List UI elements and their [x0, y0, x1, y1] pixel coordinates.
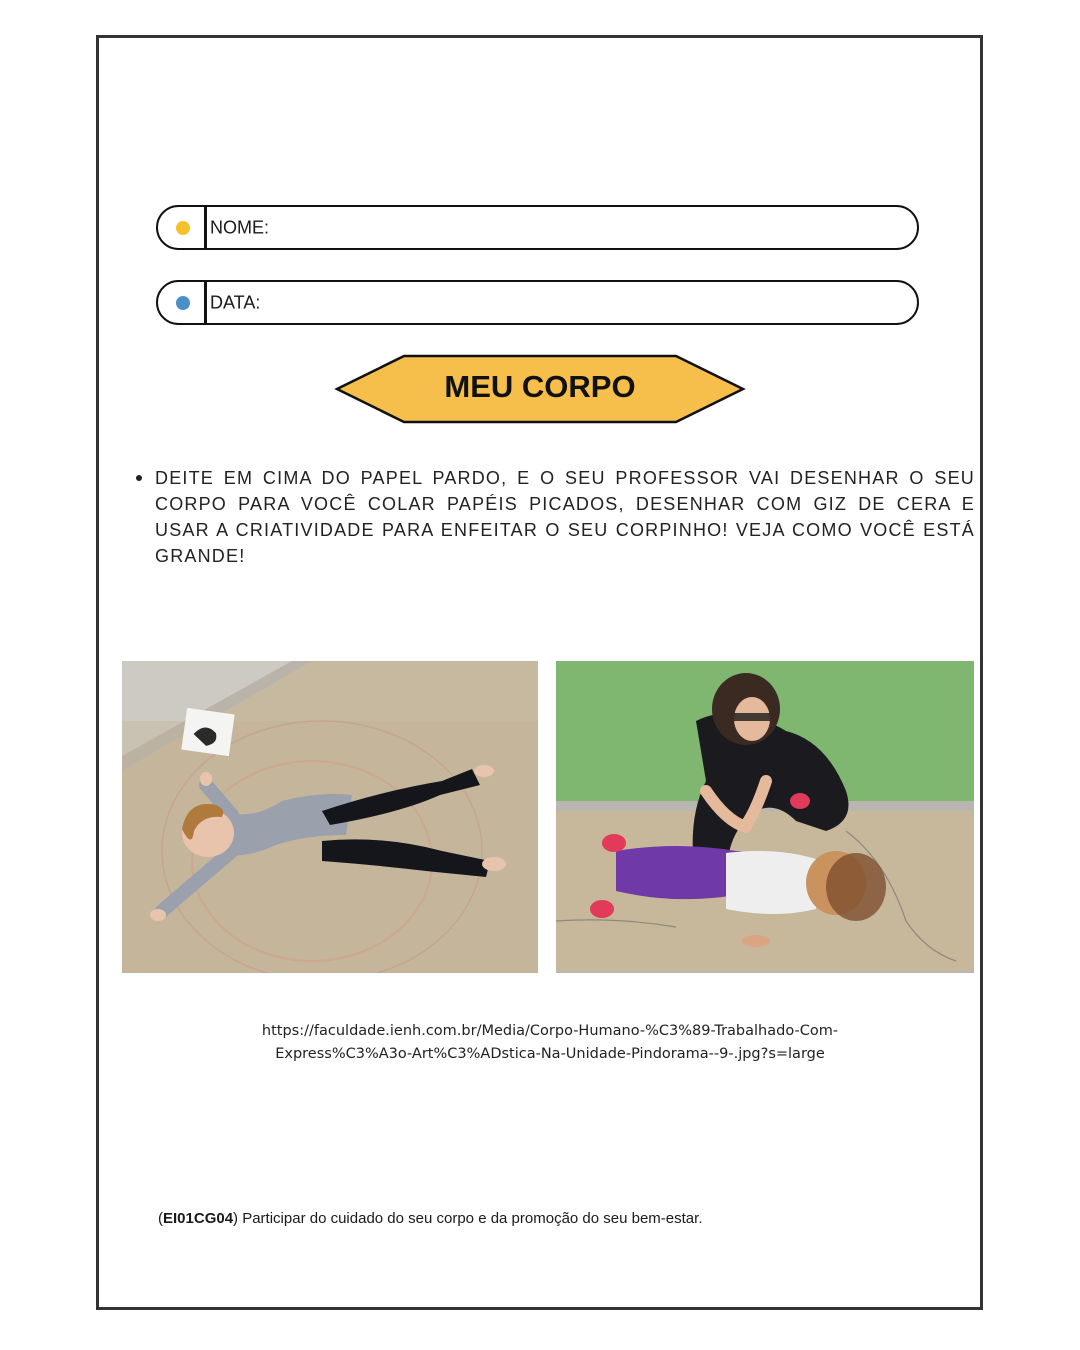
teacher-tracing-photo-illustration	[556, 661, 974, 973]
child-lying-photo-illustration	[122, 661, 538, 973]
title-banner	[334, 354, 746, 424]
objective-text: ) Participar do cuidado do seu corpo e da promoção do seu bem-estar.	[233, 1210, 703, 1227]
bullet-icon	[136, 475, 142, 481]
image-source-url	[150, 1020, 950, 1066]
instruction-item	[133, 465, 975, 569]
instruction-text: DEITE EM CIMA DO PAPEL PARDO, E O SEU PROFESSOR VAI DESENHAR O SEU CORPO PARA VOCÊ COLAR PAPÉIS PICADOS, DESENHAR COM GIZ DE CERA E USAR A CRIATIVIDADE PARA ENFEITAR O SEU CORPINHO! VEJA COMO VOCÊ ESTÁ GRANDE!	[155, 468, 975, 566]
yellow-dot-icon	[176, 221, 190, 235]
name-label: NOME:	[210, 217, 270, 237]
date-field	[156, 280, 919, 325]
name-field	[156, 205, 919, 250]
source-line-2: Express%C3%A3o-Art%C3%ADstica-Na-Unidade-Pindorama--9-.jpg?s=large	[275, 1046, 825, 1062]
source-line-1: https://faculdade.ienh.com.br/Media/Corpo-Humano-%C3%89-Trabalhado-Com-	[261, 1023, 839, 1039]
instructions-list	[133, 465, 975, 569]
date-label: DATA:	[210, 292, 261, 312]
learning-objective	[158, 1210, 938, 1227]
field-divider	[204, 282, 207, 323]
objective-open-paren: (	[158, 1210, 163, 1227]
objective-code: EI01CG04	[163, 1210, 234, 1227]
field-divider	[204, 207, 207, 248]
photo-child-lying-on-paper	[122, 661, 538, 973]
blue-dot-icon	[176, 296, 190, 310]
photo-teacher-tracing-child	[556, 661, 974, 973]
page-title: MEU CORPO	[444, 369, 636, 404]
